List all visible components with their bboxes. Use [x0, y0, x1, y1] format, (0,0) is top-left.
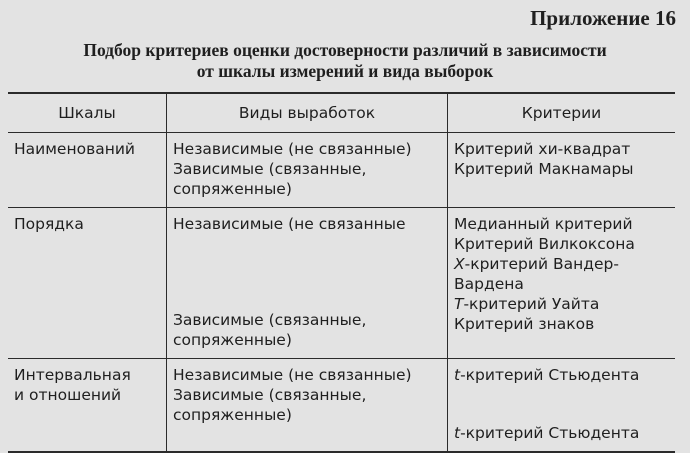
- scale-name-line-1: Интервальная: [14, 366, 131, 384]
- criterion: Медианный критерий: [454, 215, 633, 233]
- sample-dependent-line-2: сопряженные): [173, 406, 292, 424]
- criteria-table: [8, 92, 675, 453]
- sample-dependent-line-1: Зависимые (связанные,: [173, 311, 367, 329]
- criterion: Критерий Макнамары: [454, 160, 634, 178]
- header-scales: Шкалы: [8, 93, 167, 133]
- scale-name-line-2: и отношений: [14, 386, 122, 404]
- criterion-symbol: t: [454, 366, 461, 384]
- table-header-row: [8, 93, 675, 133]
- sample-type-cell: [167, 133, 448, 208]
- scale-cell: [8, 208, 167, 359]
- sample-dependent-line-1: Зависимые (связанные,: [173, 386, 367, 404]
- sample-dependent-line-1: Зависимые (связанные,: [173, 160, 367, 178]
- criterion: Критерий знаков: [454, 315, 595, 333]
- scale-name: Порядка: [14, 215, 84, 233]
- criteria-cell: [448, 133, 676, 208]
- sample-independent: Независимые (не связанные: [173, 215, 406, 233]
- criterion-continuation: Вардена: [454, 275, 524, 293]
- criterion: [454, 365, 669, 385]
- sample-type-cell: [167, 359, 448, 453]
- sample-dependent-line-2: сопряженные): [173, 331, 292, 349]
- criterion-text: -критерий Вандер-: [464, 255, 619, 273]
- criterion-symbol: X: [454, 255, 465, 273]
- table-row: [8, 359, 675, 453]
- header-sample-types: Виды выработок: [167, 93, 448, 133]
- title-line-2: от шкалы измерений и вида выборок: [196, 61, 494, 81]
- criteria-cell: [448, 359, 676, 453]
- criterion-symbol: T: [454, 295, 464, 313]
- scale-cell: [8, 133, 167, 208]
- criterion-text: -критерий Уайта: [463, 295, 600, 313]
- criterion-text: -критерий Стьюдента: [460, 366, 640, 384]
- sample-type-cell: [167, 208, 448, 359]
- table-row: [8, 208, 675, 359]
- criterion: [454, 423, 669, 443]
- criterion: [454, 294, 669, 314]
- title-line-1: Подбор критериев оценки достоверности различий в зависимости: [83, 40, 607, 60]
- page-title: [0, 40, 690, 82]
- criterion-text: -критерий Стьюдента: [460, 424, 640, 442]
- appendix-label: Приложение 16: [530, 6, 676, 30]
- criterion: Критерий хи-квадрат: [454, 140, 631, 158]
- sample-dependent-line-2: сопряженные): [173, 180, 292, 198]
- criteria-cell: [448, 208, 676, 359]
- criterion: Критерий Вилкоксона: [454, 235, 635, 253]
- scale-cell: [8, 359, 167, 453]
- sample-independent: Независимые (не связанные): [173, 140, 412, 158]
- sample-independent: Независимые (не связанные): [173, 366, 412, 384]
- header-criteria: Критерии: [448, 93, 676, 133]
- table-row: [8, 133, 675, 208]
- criterion: [454, 254, 669, 274]
- scale-name: Наименований: [14, 140, 135, 158]
- criterion-symbol: t: [454, 424, 461, 442]
